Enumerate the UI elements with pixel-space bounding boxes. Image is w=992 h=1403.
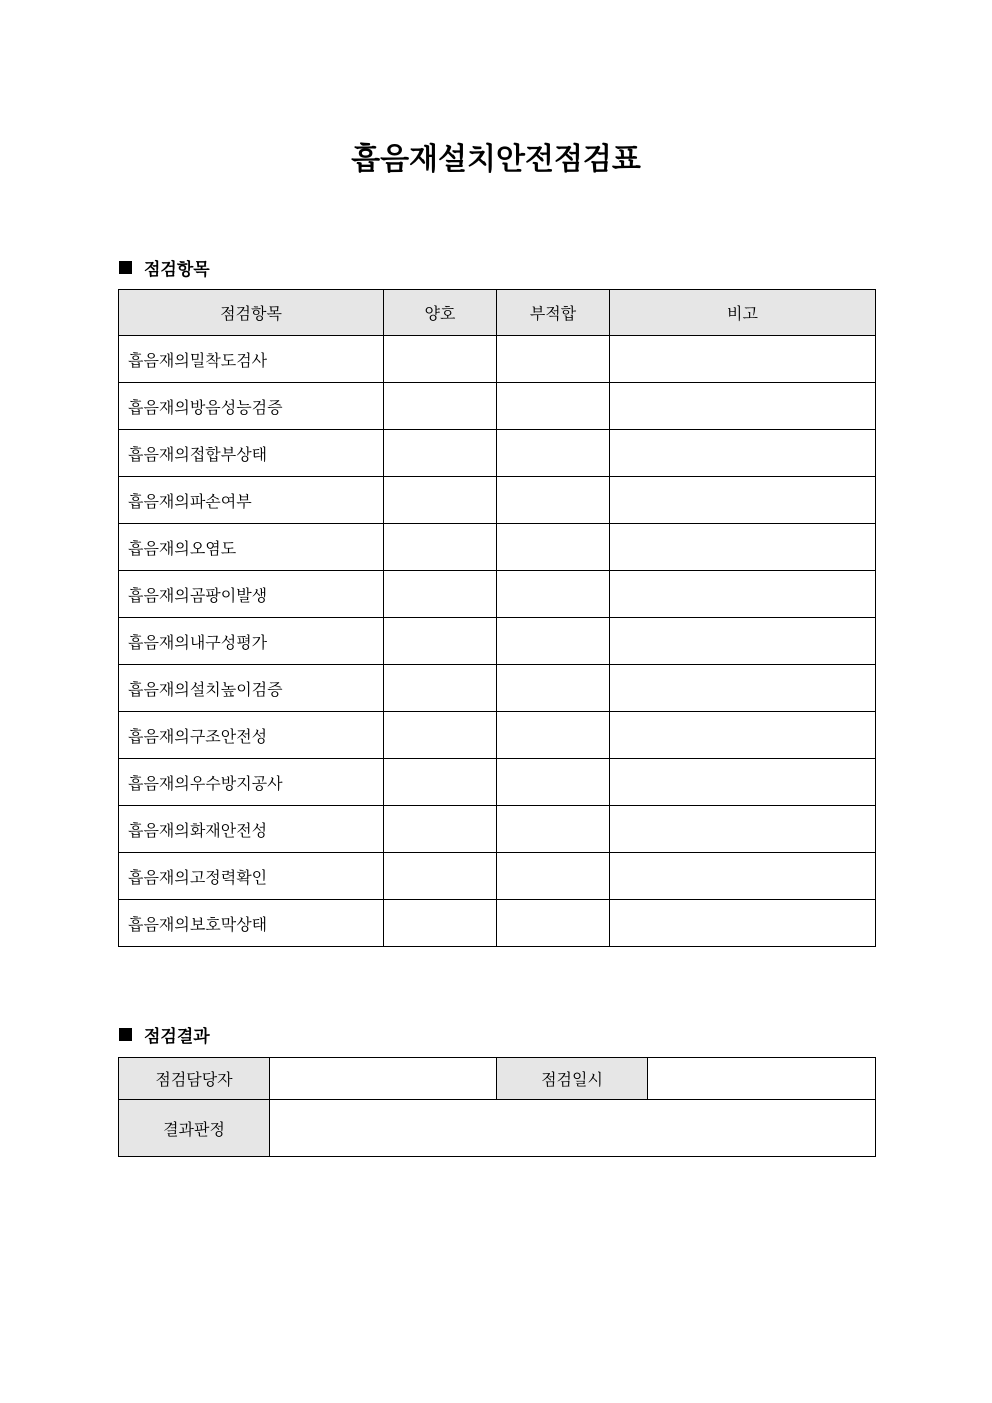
item-name: 흡음재의화재안전성 <box>119 806 384 853</box>
remarks-cell[interactable] <box>610 853 876 900</box>
inspection-date-label: 점검일시 <box>497 1058 648 1100</box>
document-title: 흡음재설치안전점검표 <box>351 142 641 177</box>
item-name: 흡음재의보호막상태 <box>119 900 384 947</box>
inspection-date-field[interactable] <box>648 1058 876 1100</box>
good-checkbox-cell[interactable] <box>384 336 497 383</box>
good-checkbox-cell[interactable] <box>384 665 497 712</box>
table-row <box>119 806 876 853</box>
remarks-cell[interactable] <box>610 665 876 712</box>
table-row <box>119 900 876 947</box>
item-name: 흡음재의파손여부 <box>119 477 384 524</box>
item-name: 흡음재의방음성능검증 <box>119 383 384 430</box>
inspector-label: 점검담당자 <box>119 1058 270 1100</box>
item-name: 흡음재의접합부상태 <box>119 430 384 477</box>
remarks-cell[interactable] <box>610 759 876 806</box>
good-checkbox-cell[interactable] <box>384 759 497 806</box>
remarks-cell[interactable] <box>610 618 876 665</box>
item-name: 흡음재의밀착도검사 <box>119 336 384 383</box>
section-heading-label: 점검결과 <box>144 1027 210 1047</box>
section-heading-items <box>119 255 210 280</box>
table-row <box>119 712 876 759</box>
column-header-remarks: 비고 <box>610 290 876 336</box>
item-name: 흡음재의오염도 <box>119 524 384 571</box>
table-row <box>119 759 876 806</box>
unsuitable-checkbox-cell[interactable] <box>497 900 610 947</box>
item-name: 흡음재의구조안전성 <box>119 712 384 759</box>
table-row <box>119 571 876 618</box>
remarks-cell[interactable] <box>610 524 876 571</box>
table-row <box>119 336 876 383</box>
remarks-cell[interactable] <box>610 806 876 853</box>
unsuitable-checkbox-cell[interactable] <box>497 477 610 524</box>
good-checkbox-cell[interactable] <box>384 430 497 477</box>
section-heading-result <box>119 1022 210 1047</box>
table-row <box>119 618 876 665</box>
good-checkbox-cell[interactable] <box>384 524 497 571</box>
good-checkbox-cell[interactable] <box>384 712 497 759</box>
table-row <box>119 430 876 477</box>
remarks-cell[interactable] <box>610 900 876 947</box>
square-bullet-icon <box>119 261 132 274</box>
column-header-item: 점검항목 <box>119 290 384 336</box>
table-row <box>119 477 876 524</box>
table-header-row <box>119 290 876 336</box>
remarks-cell[interactable] <box>610 383 876 430</box>
unsuitable-checkbox-cell[interactable] <box>497 524 610 571</box>
item-name: 흡음재의곰팡이발생 <box>119 571 384 618</box>
inspector-field[interactable] <box>270 1058 497 1100</box>
unsuitable-checkbox-cell[interactable] <box>497 571 610 618</box>
section-heading-label: 점검항목 <box>144 260 210 280</box>
unsuitable-checkbox-cell[interactable] <box>497 336 610 383</box>
item-name: 흡음재의설치높이검증 <box>119 665 384 712</box>
table-row <box>119 853 876 900</box>
square-bullet-icon <box>119 1028 132 1041</box>
unsuitable-checkbox-cell[interactable] <box>497 759 610 806</box>
unsuitable-checkbox-cell[interactable] <box>497 853 610 900</box>
unsuitable-checkbox-cell[interactable] <box>497 383 610 430</box>
item-name: 흡음재의고정력확인 <box>119 853 384 900</box>
judgement-field[interactable] <box>270 1100 876 1157</box>
good-checkbox-cell[interactable] <box>384 618 497 665</box>
table-row <box>119 383 876 430</box>
good-checkbox-cell[interactable] <box>384 571 497 618</box>
remarks-cell[interactable] <box>610 712 876 759</box>
good-checkbox-cell[interactable] <box>384 900 497 947</box>
remarks-cell[interactable] <box>610 477 876 524</box>
result-table <box>118 1057 876 1157</box>
good-checkbox-cell[interactable] <box>384 383 497 430</box>
item-name: 흡음재의우수방지공사 <box>119 759 384 806</box>
good-checkbox-cell[interactable] <box>384 477 497 524</box>
judgement-label: 결과판정 <box>119 1100 270 1157</box>
unsuitable-checkbox-cell[interactable] <box>497 712 610 759</box>
unsuitable-checkbox-cell[interactable] <box>497 806 610 853</box>
unsuitable-checkbox-cell[interactable] <box>497 618 610 665</box>
column-header-unsuitable: 부적합 <box>497 290 610 336</box>
unsuitable-checkbox-cell[interactable] <box>497 430 610 477</box>
good-checkbox-cell[interactable] <box>384 806 497 853</box>
unsuitable-checkbox-cell[interactable] <box>497 665 610 712</box>
item-name: 흡음재의내구성평가 <box>119 618 384 665</box>
checklist-table <box>118 289 876 947</box>
remarks-cell[interactable] <box>610 336 876 383</box>
table-row <box>119 665 876 712</box>
remarks-cell[interactable] <box>610 571 876 618</box>
table-row <box>119 524 876 571</box>
remarks-cell[interactable] <box>610 430 876 477</box>
column-header-good: 양호 <box>384 290 497 336</box>
good-checkbox-cell[interactable] <box>384 853 497 900</box>
